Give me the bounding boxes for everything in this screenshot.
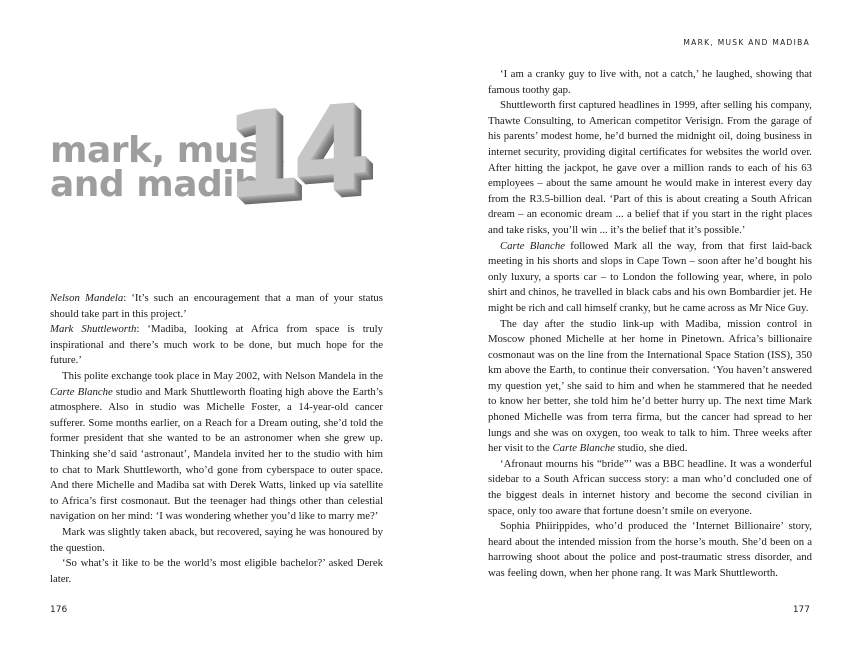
body-paragraph: Sophia Phiirippides, who’d produced the ‘Internet Billionaire’ story, heard about the intended mission from the horse’s mouth. She’d been on a harrowing shoot about the police and post-traumatic stress disorder, and was feeling down, when her phone rang. It was Mark Shuttleworth. [488,520,812,579]
chapter-number: 14 [224,77,362,226]
page-number: 176 [50,605,68,615]
show-name: Carte Blanche [50,385,113,398]
body-paragraph: Carte Blanche followed Mark all the way, from that first laid-back meeting in his shorts and slops in Cape Town – soon after he’d bought his only luxury, a sports car – to London the following year, where, in polo shirt and chinos, he travelled in black cabs and his own Bombardier jet. He might be rich and call himself cranky, but he came across as Mr Nice Guy. [488,239,812,314]
body-paragraph: The day after the studio link-up with Madiba, mission control in Moscow phoned Michelle at her home in Pinetown. Africa’s billionaire cosmonaut was on the line from the International Space Station (ISS), 350 km above the Earth, to continue their conversation. ‘You haven’t answered my question yet,’ she said to him and when he stammered that he needed to know her better, she told him he’d better hurry up. The next time Mark phoned Michelle was from terra firma, but the cancer had spread to her lungs and she was on oxygen, too weak to talk to him. Three weeks after her visit to the Carte Blanche studio, she died. [488,317,812,455]
page-number: 177 [792,605,810,615]
body-paragraph: Shuttleworth first captured headlines in 1999, after selling his company, Thawte Consulting, to American competitor Verisign. From the garage of his parents’ modest home, he’d burned the midnight oil, doing business in internet security, providing digital certificates for websites the world over. After hitting the jackpot, he gave over a million rands to each of his 63 employees – about the same amount he would make in interest every day from the R3.5-billion deal. ‘Part of this is about creating a South African dream – an economic dream ... a belief that if you start in the right places and take risks, you’ll win ... it’s the belief that it’s possible.’ [488,99,812,236]
show-name: Carte Blanche [552,442,615,455]
speaker-name: Nelson Mandela [50,292,124,304]
body-paragraph: ‘So what’s it like to be the world’s most eligible bachelor?’ asked Derek later. [50,557,383,585]
show-name: Carte Blanche [500,239,565,252]
chapter-title-line: and madiba [50,164,284,205]
running-head: MARK, MUSK AND MADIBA [683,38,810,47]
right-body-text [488,67,812,582]
dialogue-paragraph: Mark Shuttleworth: ‘Madiba, looking at Africa from space is truly inspirational and there’s much work to be done, but much hope for the future.’ [50,323,383,367]
dialogue-paragraph: Nelson Mandela: ‘It’s such an encouragement that a man of your status should take part in this project.’ [50,292,383,320]
chapter-title-line: mark, musk [50,130,284,171]
body-paragraph: Mark was slightly taken aback, but recovered, saying he was honoured by the question. [50,525,383,554]
body-paragraph: ‘I am a cranky guy to live with, not a catch,’ he laughed, showing that famous toothy gap. [488,68,812,96]
right-page [431,0,862,661]
body-paragraph: This polite exchange took place in May 2002, with Nelson Mandela in the Carte Blanche studio and Mark Shuttleworth floating high above the Earth’s atmosphere. Also in studio was Michelle Foster, a 14-year-old cancer sufferer. Some months earlier, on a Reach for a Dream outing, she’d told the former president that she wanted to be an astronomer when she grew up. Thinking she’d said ‘astronaut’, Mandela invited her to the studio with him to chat to Mark Shuttleworth, who’d gone from cyberspace to outer space. And there Michelle and Madiba sat with Derek Watts, linked up via satellite to Africa’s first cosmonaut. But the teenager had things other than celestial navigation on her mind: ‘I was wondering whether you’d like to marry me?’ [50,369,383,523]
speaker-name: Mark Shuttleworth [50,323,137,336]
left-body-text [50,291,383,587]
body-paragraph: ‘Afronaut mourns his “bride”’ was a BBC headline. It was a wonderful sidebar to a South African success story: a man who’d concluded one of the biggest deals in internet history and become the second civilian in space, only too aware that fortune doesn’t smile on everyone. [488,457,812,517]
